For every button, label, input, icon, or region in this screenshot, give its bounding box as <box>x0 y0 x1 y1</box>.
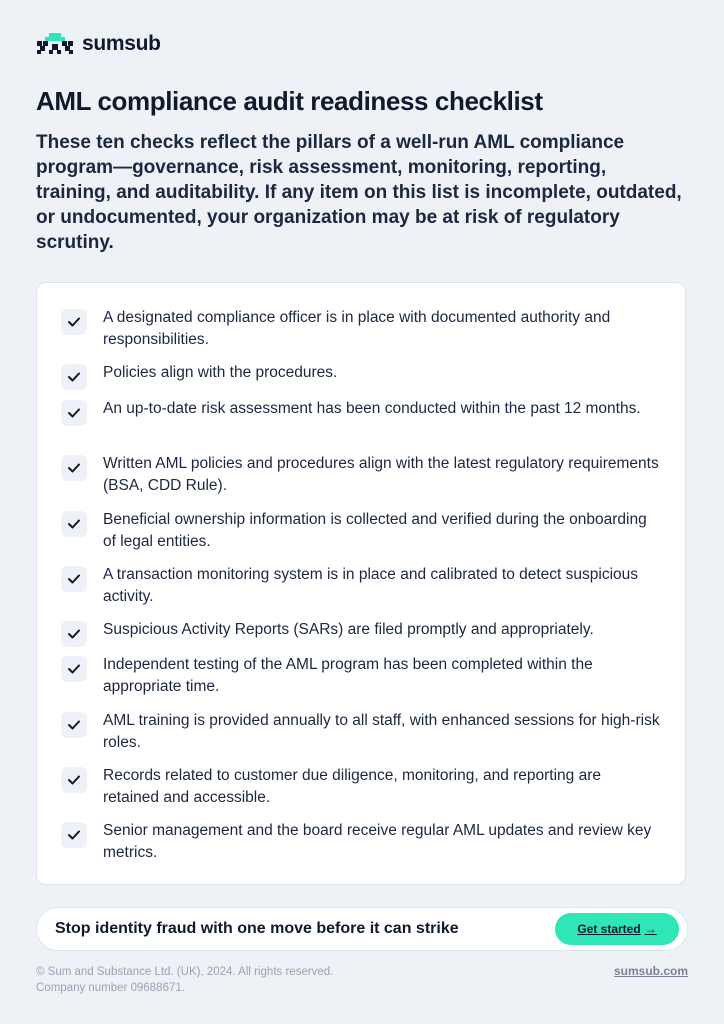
check-icon <box>61 364 87 390</box>
checklist-item <box>61 564 661 608</box>
checklist-item <box>61 765 661 809</box>
check-icon <box>61 511 87 537</box>
check-icon <box>61 309 87 335</box>
checklist-item <box>61 820 661 864</box>
company-number-text: Company number 09688671. <box>36 982 185 994</box>
checklist-item <box>61 398 661 426</box>
check-icon <box>61 455 87 481</box>
check-icon <box>61 712 87 738</box>
checklist-item-text: Records related to customer due diligence, monitoring, and reporting are retained and accessible. <box>103 767 601 806</box>
check-icon <box>61 656 87 682</box>
checklist-item-text: An up-to-date risk assessment has been conducted within the past 12 months. <box>103 400 641 417</box>
checklist-item <box>61 453 661 497</box>
checklist-item-text: A transaction monitoring system is in place and calibrated to detect suspicious activity. <box>103 566 639 605</box>
check-icon <box>61 767 87 793</box>
checklist-item-text: Senior management and the board receive regular AML updates and review key metrics. <box>103 822 652 861</box>
brand-name: sumsub <box>82 32 161 55</box>
check-icon <box>61 400 87 426</box>
checklist-item <box>61 509 661 553</box>
checklist-item-text: AML training is provided annually to all staff, with enhanced sessions for high-risk roles. <box>103 712 660 751</box>
cta-text: Stop identity fraud with one move before it can strike <box>55 920 459 937</box>
page-title: AML compliance audit readiness checklist <box>36 86 543 116</box>
checklist-item <box>61 619 661 647</box>
checklist-item-text: Independent testing of the AML program has been completed within the appropriate time. <box>103 656 593 695</box>
checklist-item <box>61 362 661 390</box>
checklist-card <box>36 282 686 885</box>
check-icon <box>61 621 87 647</box>
sumsub-logo-icon <box>36 33 74 55</box>
checklist-item-text: Written AML policies and procedures align with the latest regulatory requirements (BSA, CDD Rule). <box>103 455 659 494</box>
website-link[interactable]: sumsub.com <box>613 964 688 978</box>
checklist-item <box>61 710 661 754</box>
get-started-button[interactable] <box>555 913 679 945</box>
arrow-right-icon: → <box>644 922 657 936</box>
check-icon <box>61 566 87 592</box>
check-icon <box>61 822 87 848</box>
cta-banner <box>36 907 688 951</box>
intro-paragraph: These ten checks reflect the pillars of a well-run AML compliance program—governance, risk assessment, monitoring, reporting, training, and auditability. If any item on this list is incomplete, outdated, or undocumented, your organization may be at risk of regulatory scrutiny. <box>36 132 682 253</box>
checklist-item <box>61 654 661 698</box>
get-started-label: Get started <box>577 922 641 936</box>
checklist-item-text: Suspicious Activity Reports (SARs) are filed promptly and appropriately. <box>103 621 594 638</box>
checklist-item-text: Policies align with the procedures. <box>103 364 338 381</box>
checklist-item-text: Beneficial ownership information is collected and verified during the onboarding of legal entities. <box>103 511 647 550</box>
footer-legal <box>36 964 333 996</box>
checklist-item-text: A designated compliance officer is in place with documented authority and responsibilities. <box>103 309 611 348</box>
copyright-text: © Sum and Substance Ltd. (UK), 2024. All rights reserved. <box>36 966 334 978</box>
brand-logo <box>36 32 161 56</box>
checklist-item <box>61 307 661 351</box>
